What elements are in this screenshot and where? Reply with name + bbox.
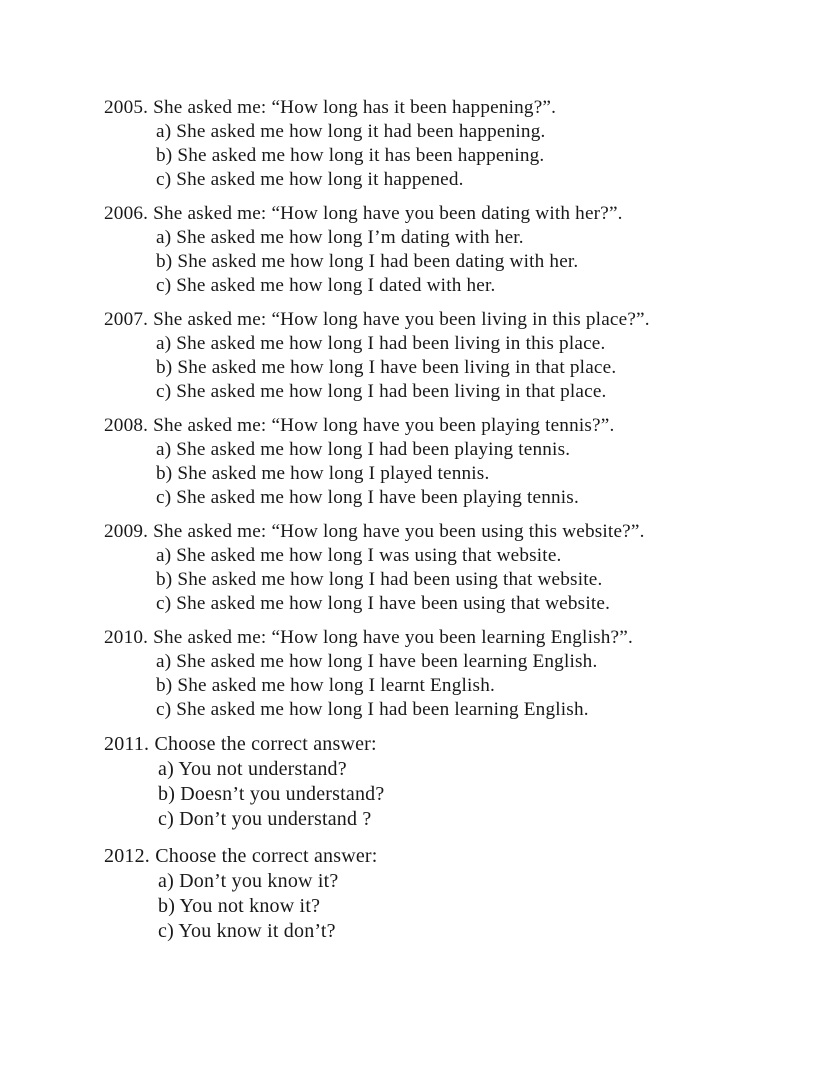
question-prompt: 2012. Choose the correct answer: [104, 845, 378, 867]
question-prompt: 2009. She asked me: “How long have you been using this website?”. [104, 521, 645, 542]
answer-option-b[interactable]: b) She asked me how long I learnt English. [156, 675, 495, 696]
answer-option-a[interactable]: a) She asked me how long I was using that website. [156, 545, 562, 566]
answer-option-c[interactable]: c) She asked me how long I have been using that website. [156, 593, 611, 614]
answer-option-a[interactable]: a) She asked me how long I had been living in this place. [156, 333, 606, 354]
answer-option-b[interactable]: b) She asked me how long I had been using that website. [156, 569, 603, 590]
answer-option-c[interactable]: c) She asked me how long I have been playing tennis. [156, 487, 579, 508]
question-block [104, 96, 744, 192]
answer-option-a[interactable]: a) Don’t you know it? [158, 870, 339, 892]
answer-option-a[interactable]: a) She asked me how long I have been learning English. [156, 651, 598, 672]
answer-option-a[interactable]: a) She asked me how long it had been happening. [156, 121, 546, 142]
question-prompt: 2006. She asked me: “How long have you been dating with her?”. [104, 203, 623, 224]
question-block [104, 626, 744, 722]
answer-option-c[interactable]: c) She asked me how long I had been learning English. [156, 699, 589, 720]
answer-option-c[interactable]: c) She asked me how long I had been living in that place. [156, 381, 607, 402]
question-block [104, 732, 744, 832]
answer-option-b[interactable]: b) You not know it? [158, 895, 321, 917]
question-block [104, 308, 744, 404]
question-block [104, 202, 744, 298]
answer-option-c[interactable]: c) You know it don’t? [158, 920, 336, 942]
answer-option-c[interactable]: c) She asked me how long it happened. [156, 169, 464, 190]
question-prompt: 2005. She asked me: “How long has it been happening?”. [104, 97, 557, 118]
answer-option-c[interactable]: c) She asked me how long I dated with her. [156, 275, 496, 296]
answer-option-a[interactable]: a) You not understand? [158, 758, 347, 780]
answer-option-b[interactable]: b) She asked me how long it has been happening. [156, 145, 545, 166]
answer-option-b[interactable]: b) Doesn’t you understand? [158, 783, 385, 805]
answer-option-b[interactable]: b) She asked me how long I had been dating with her. [156, 251, 579, 272]
answer-option-b[interactable]: b) She asked me how long I played tennis. [156, 463, 490, 484]
question-block [104, 520, 744, 616]
question-block [104, 414, 744, 510]
question-block [104, 844, 744, 944]
answer-option-c[interactable]: c) Don’t you understand ? [158, 808, 372, 830]
question-prompt: 2008. She asked me: “How long have you been playing tennis?”. [104, 415, 615, 436]
answer-option-b[interactable]: b) She asked me how long I have been living in that place. [156, 357, 617, 378]
answer-option-a[interactable]: a) She asked me how long I had been playing tennis. [156, 439, 571, 460]
question-prompt: 2011. Choose the correct answer: [104, 733, 377, 755]
question-prompt: 2010. She asked me: “How long have you been learning English?”. [104, 627, 633, 648]
question-prompt: 2007. She asked me: “How long have you been living in this place?”. [104, 309, 650, 330]
answer-option-a[interactable]: a) She asked me how long I’m dating with her. [156, 227, 524, 248]
exercise-list [104, 96, 744, 956]
